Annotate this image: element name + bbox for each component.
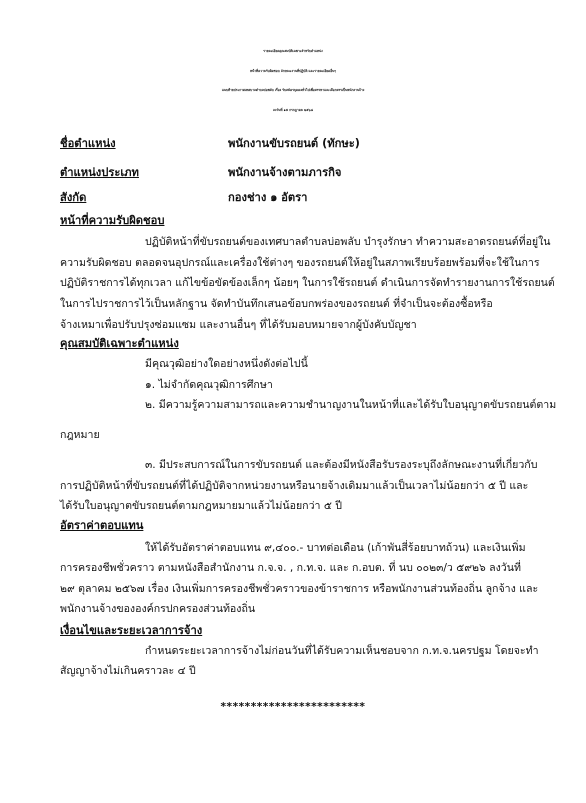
pay-line: ให้ได้รับอัตราค่าตอบแทน ๙,๔๐๐.- บาทต่อเดือน (เก้าพันสี่ร้อยบาทถ้วน) และเงินเพิ่ม	[145, 542, 526, 554]
header-line-4: ลงวันที่ ๑๕ กรกฎาคม ๒๕๖๘	[272, 108, 314, 112]
pay-line: การครองชีพชั่วคราว ตามหนังสือสำนักงาน ก.จ.จ. , ก.ท.จ. และ ก.อบต. ที่ นบ ๐๐๒๓/ว ๕๙๒๖ ลงวันที่	[60, 562, 521, 574]
type-label: ตำแหน่งประเภท	[60, 166, 139, 179]
type-value: พนักงานจ้างตามภารกิจ	[228, 166, 342, 179]
position-label: ชื่อตำแหน่ง	[60, 137, 116, 150]
qualifications-line: การปฏิบัติหน้าที่ขับรถยนต์ที่ได้ปฏิบัติจากหน่วยงานหรือนายจ้างเดิมมาแล้วเป็นเวลาไม่น้อยกว่า ๕ ปี และ	[60, 480, 529, 492]
duties-title: หน้าที่ความรับผิดชอบ	[60, 214, 165, 227]
term-line: สัญญาจ้างไม่เกินคราวละ ๔ ปี	[60, 665, 196, 677]
end-marker: ************************	[220, 701, 366, 713]
duties-line: จ้างเหมาเพื่อปรับปรุงซ่อมแซม และงานอื่นๆ ที่ได้รับมอบหมายจากผู้บังคับบัญชา	[60, 319, 417, 331]
duties-line: ในการไปราชการไว้เป็นหลักฐาน จัดทำบันทึกเสนอข้อบกพร่องของรถยนต์ ที่จำเป็นจะต้องซื้อหรือ	[60, 298, 493, 310]
unit-label: สังกัด	[60, 191, 87, 204]
qualifications-line: ได้รับใบอนุญาตขับรถยนต์ตามกฎหมายมาแล้วไม่น้อยกว่า ๕ ปี	[60, 500, 342, 512]
header-line-1: รายละเอียดคุณสมบัติเฉพาะสำหรับตำแหน่ง	[263, 49, 323, 53]
qualifications-line: ๑. ไม่จำกัดคุณวุฒิการศึกษา	[145, 379, 273, 391]
duties-line: ปฏิบัติหน้าที่ขับรถยนต์ของเทศบาลตำบลบ่อพลับ บำรุงรักษา ทำความสะอาดรถยนต์ที่อยู่ใน	[145, 236, 551, 248]
duties-line: ความรับผิดชอบ ตลอดจนอุปกรณ์และเครื่องใช้ต่างๆ ของรถยนต์ให้อยู่ในสภาพเรียบร้อยพร้อมที่จะใช้ในการ	[60, 257, 540, 269]
pay-line: พนักงานจ้างขององค์กรปกครองส่วนท้องถิ่น	[60, 603, 256, 615]
header-line-3: แนบท้ายประกาศเทศบาลตำบลบ่อพลับ เรื่อง รับสมัครบุคคลทั่วไปเพื่อสรรหาและเลือกสรรเป็นพนักงานจ้าง	[221, 88, 365, 92]
term-title: เงื่อนไขและระยะเวลาการจ้าง	[60, 624, 203, 637]
qualifications-line: ๓. มีประสบการณ์ในการขับรถยนต์ และต้องมีหนังสือรับรองระบุถึงลักษณะงานที่เกี่ยวกับ	[145, 459, 538, 471]
qualifications-line: กฎหมาย	[60, 429, 100, 441]
qualifications-title: คุณสมบัติเฉพาะตำแหน่ง	[60, 337, 179, 350]
header-line-2: หน้าที่ความรับผิดชอบ ลักษณะงานที่ปฏิบัติ และรายละเอียดอื่นๆ	[249, 69, 337, 73]
qualifications-line: มีคุณวุฒิอย่างใดอย่างหนึ่งดังต่อไปนี้	[145, 358, 308, 370]
qualifications-line: ๒. มีความรู้ความสามารถและความชำนาญงานในหน้าที่และได้รับใบอนุญาตขับรถยนต์ตาม	[145, 399, 557, 411]
unit-value: กองช่าง ๑ อัตรา	[228, 191, 308, 204]
position-value: พนักงานขับรถยนต์ (ทักษะ)	[228, 137, 360, 150]
duties-line: ปฏิบัติราชการได้ทุกเวลา แก้ไขข้อขัดข้องเล็กๆ น้อยๆ ในการใช้รถยนต์ ดำเนินการจัดทำรายงานการใช้รถยนต์	[60, 277, 555, 289]
term-line: กำหนดระยะเวลาการจ้างไม่ก่อนวันที่ได้รับความเห็นชอบจาก ก.ท.จ.นครปฐม โดยจะทำ	[145, 645, 539, 657]
pay-title: อัตราค่าตอบแทน	[60, 519, 144, 532]
pay-line: ๒๙ ตุลาคม ๒๕๖๗ เรื่อง เงินเพิ่มการครองชีพชั่วคราวของข้าราชการ หรือพนักงานส่วนท้องถิ่น ลูกจ้าง และ	[60, 583, 539, 595]
